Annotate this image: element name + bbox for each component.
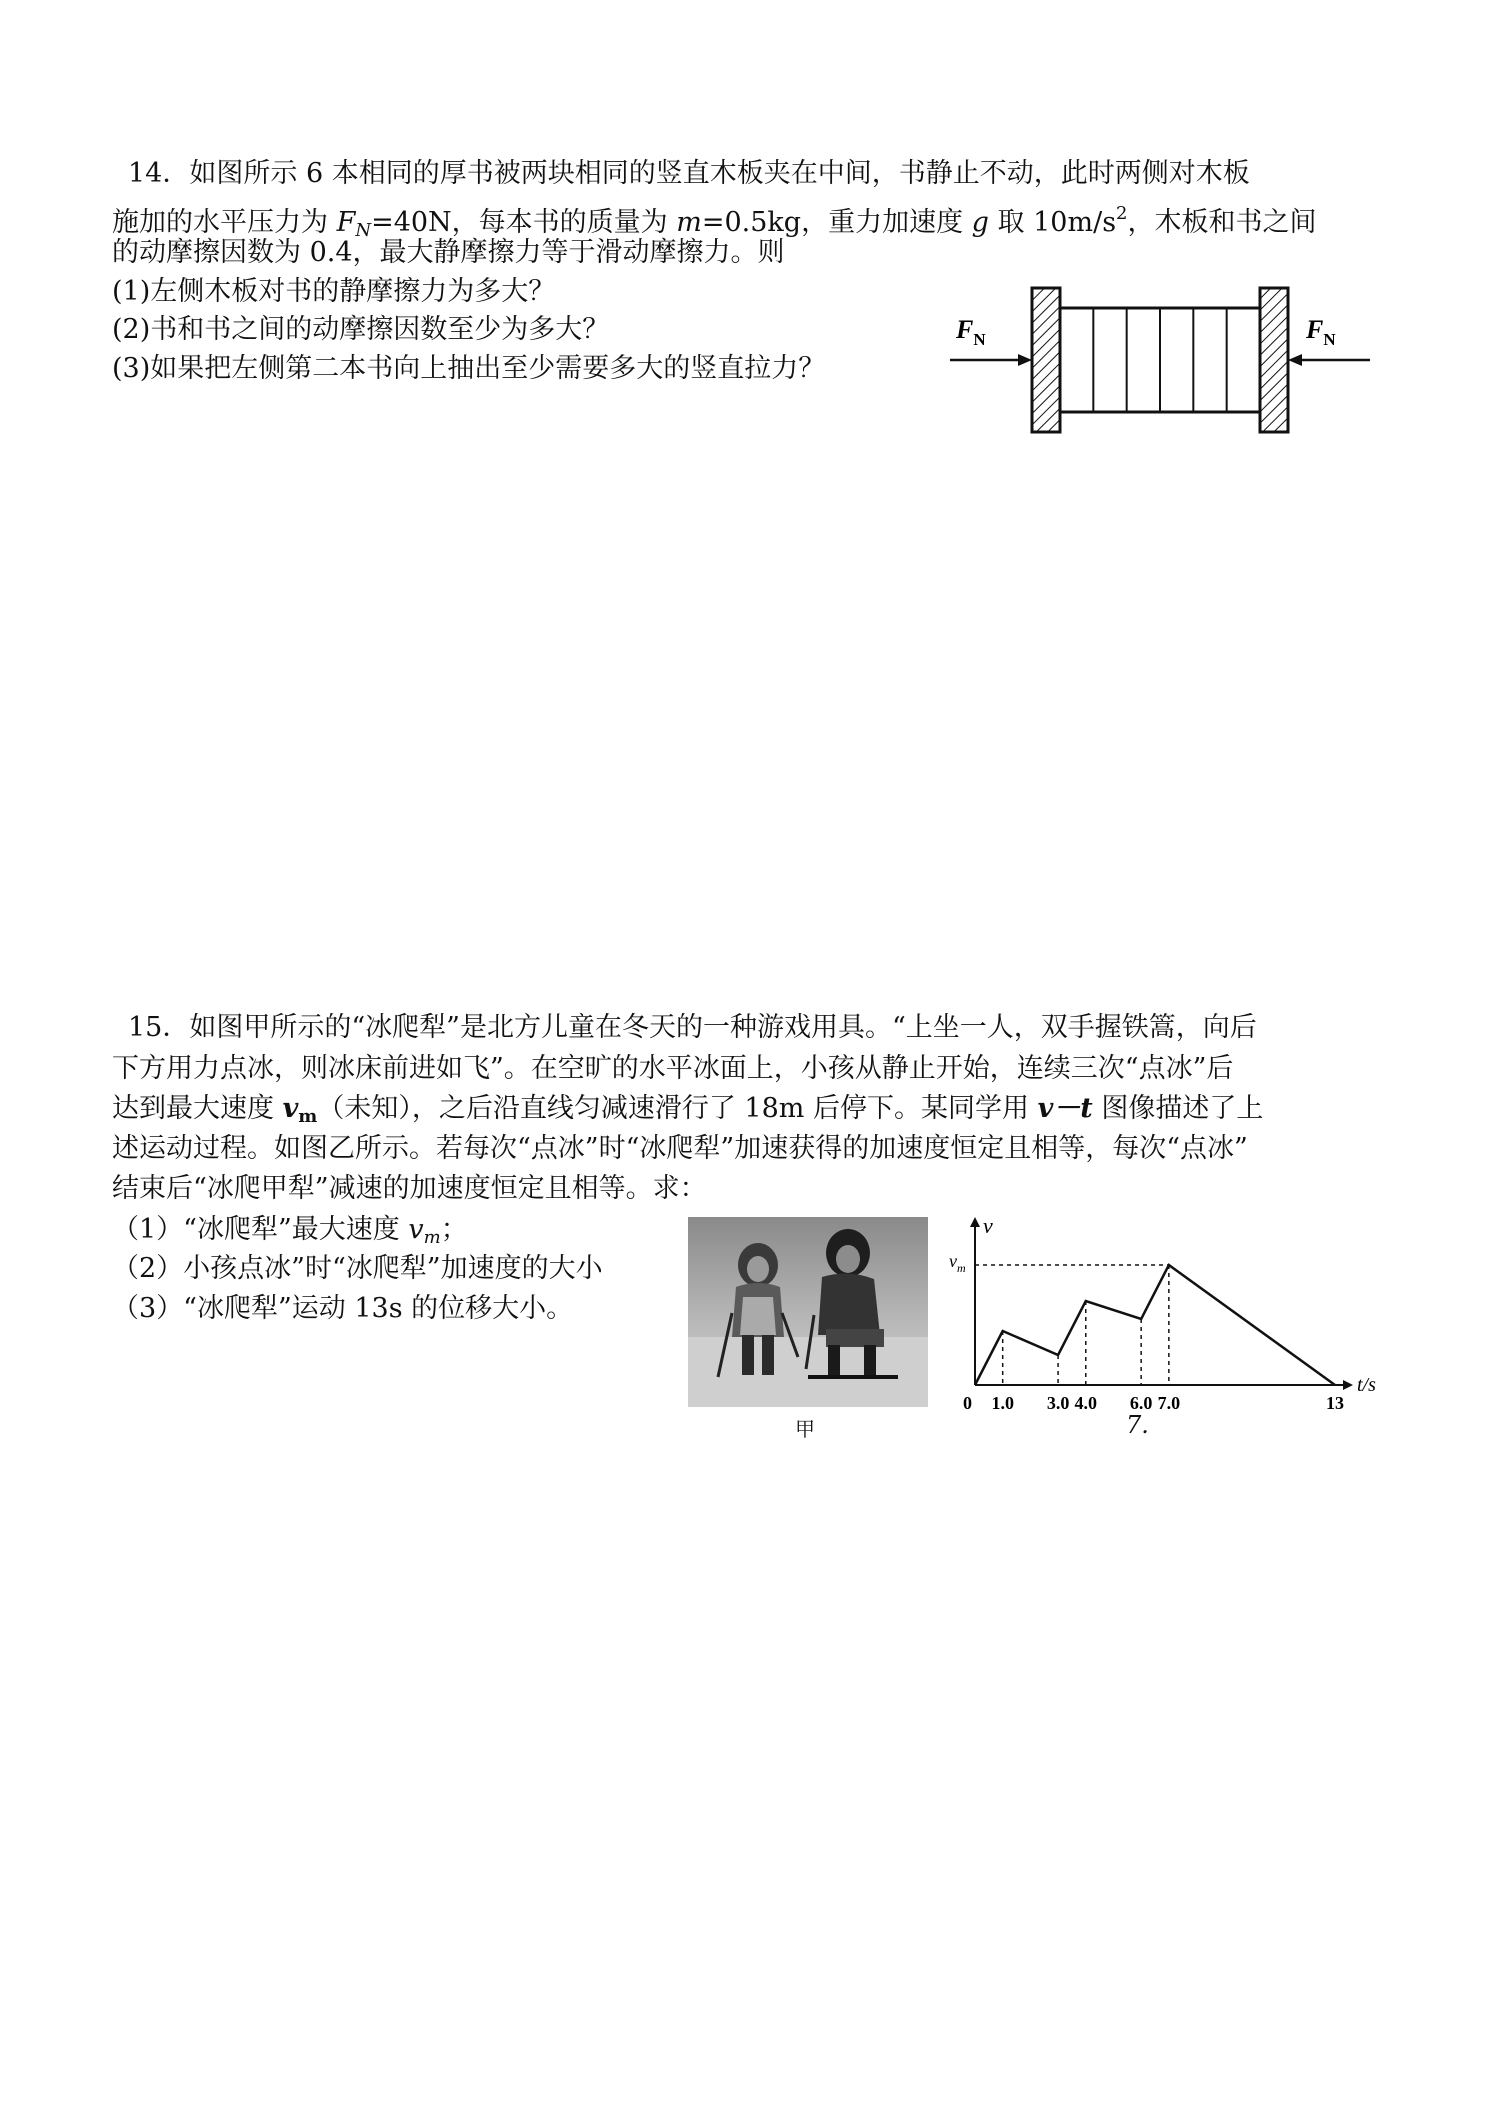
q15-subquestion-3: （3）“冰爬犁”运动 13s 的位移大小。 xyxy=(112,1293,574,1324)
q14-line3: 的动摩擦因数为 0.4，最大静摩擦力等于滑动摩擦力。则 xyxy=(112,237,785,268)
q14-text: ，木板和书之间 xyxy=(1127,207,1317,238)
velocity-symbol: v xyxy=(282,1093,299,1124)
right-force-label: $F_N$ xyxy=(1306,315,1336,349)
chart-axes xyxy=(970,1217,1353,1390)
graph-caption: 7. xyxy=(1126,1411,1149,1439)
q15-text: （1）“冰爬犁”最大速度 xyxy=(112,1214,409,1245)
q15-subquestion-1 xyxy=(112,1213,468,1255)
q14-number: 14． xyxy=(128,158,190,189)
velocity-subscript: m xyxy=(298,1106,318,1127)
x-tick-label: 4.0 xyxy=(1074,1393,1098,1413)
left-force-label: $F_N$ xyxy=(956,315,986,349)
x-tick-label: 3.0 xyxy=(1046,1393,1070,1413)
q15-text-line1: 如图甲所示的“冰爬犁”是北方儿童在冬天的一种游戏用具。“上坐一人，双手握铁篙，向后 xyxy=(189,1012,1257,1043)
gravity-symbol: g xyxy=(971,207,989,238)
x-tick-label: 1.0 xyxy=(991,1393,1014,1413)
books-between-boards-diagram xyxy=(950,280,1370,440)
chart-ticks xyxy=(949,1213,1376,1413)
book-dividers xyxy=(1093,308,1226,412)
q15-number: 15． xyxy=(128,1012,190,1043)
force-subscript: N xyxy=(355,220,372,241)
force-symbol: F xyxy=(336,207,356,238)
q15-line4: 述运动过程。如图乙所示。若每次“点冰”时“冰爬犁”加速获得的加速度恒定且相等，每次“点冰” xyxy=(112,1133,1248,1164)
velocity-subscript: m xyxy=(423,1227,441,1248)
q14-subquestion-1: (1)左侧木板对书的静摩擦力为多大？ xyxy=(112,276,556,307)
q14-text: 取 10m/s xyxy=(988,207,1117,238)
q15-text: 达到最大速度 xyxy=(112,1093,283,1124)
superscript: 2 xyxy=(1116,203,1128,224)
q15-subquestion-2: （2）小孩点冰”时“冰爬犁”加速度的大小 xyxy=(112,1253,603,1284)
velocity-symbol: v xyxy=(408,1214,424,1245)
q15-line3 xyxy=(112,1092,1263,1134)
ice-sled-photo xyxy=(688,1217,928,1407)
y-axis-label: v xyxy=(983,1213,993,1238)
velocity-time-graph xyxy=(945,1215,1375,1435)
left-board xyxy=(1032,288,1060,432)
right-arrow-head xyxy=(1288,354,1302,366)
velocity-series-line xyxy=(975,1265,1335,1385)
q14-subquestion-2: (2)书和书之间的动摩擦因数至少为多大？ xyxy=(112,314,610,345)
x-tick-label: 7.0 xyxy=(1157,1393,1181,1413)
q14-text-line1: 如图所示 6 本相同的厚书被两块相同的竖直木板夹在中间，书静止不动，此时两侧对木板 xyxy=(189,158,1250,189)
q15-text: ； xyxy=(440,1214,468,1245)
chart-guides xyxy=(975,1265,1169,1385)
q15-text: （未知），之后沿直线匀减速滑行了 18m 后停下。某同学用 xyxy=(317,1093,1038,1124)
q15-line1 xyxy=(128,1011,1257,1045)
q14-text: 施加的水平压力为 xyxy=(112,207,337,238)
x-tick-label: 0 xyxy=(963,1393,972,1413)
y-axis-arrow xyxy=(970,1217,980,1227)
q15-line5: 结束后“冰爬甲犁”减速的加速度恒定且相等。求： xyxy=(112,1173,707,1204)
photo-caption: 甲 xyxy=(795,1417,815,1441)
q14-subquestion-3: (3)如果把左侧第二本书向上抽出至少需要多大的竖直拉力？ xyxy=(112,353,826,384)
x-tick-label: 6.0 xyxy=(1129,1393,1153,1413)
x-tick-label: 13 xyxy=(1326,1393,1344,1413)
q15-text: 图像描述了上 xyxy=(1092,1093,1264,1124)
left-arrow-head xyxy=(1018,354,1032,366)
right-board xyxy=(1260,288,1288,432)
q14-text: =40N，每本书的质量为 xyxy=(371,207,677,238)
q14-line1 xyxy=(128,157,1250,191)
vm-label: $v_m$ xyxy=(949,1251,966,1275)
chart-series xyxy=(975,1265,1335,1385)
vt-symbol: v－t xyxy=(1037,1093,1093,1124)
x-axis-label: t/s xyxy=(1357,1374,1376,1396)
mass-symbol: m xyxy=(676,207,702,238)
x-axis-arrow xyxy=(1343,1380,1353,1390)
q15-line2: 下方用力点冰，则冰床前进如飞”。在空旷的水平冰面上，小孩从静止开始，连续三次“点冰”后 xyxy=(112,1053,1234,1084)
q14-text: =0.5kg，重力加速度 xyxy=(701,207,972,238)
